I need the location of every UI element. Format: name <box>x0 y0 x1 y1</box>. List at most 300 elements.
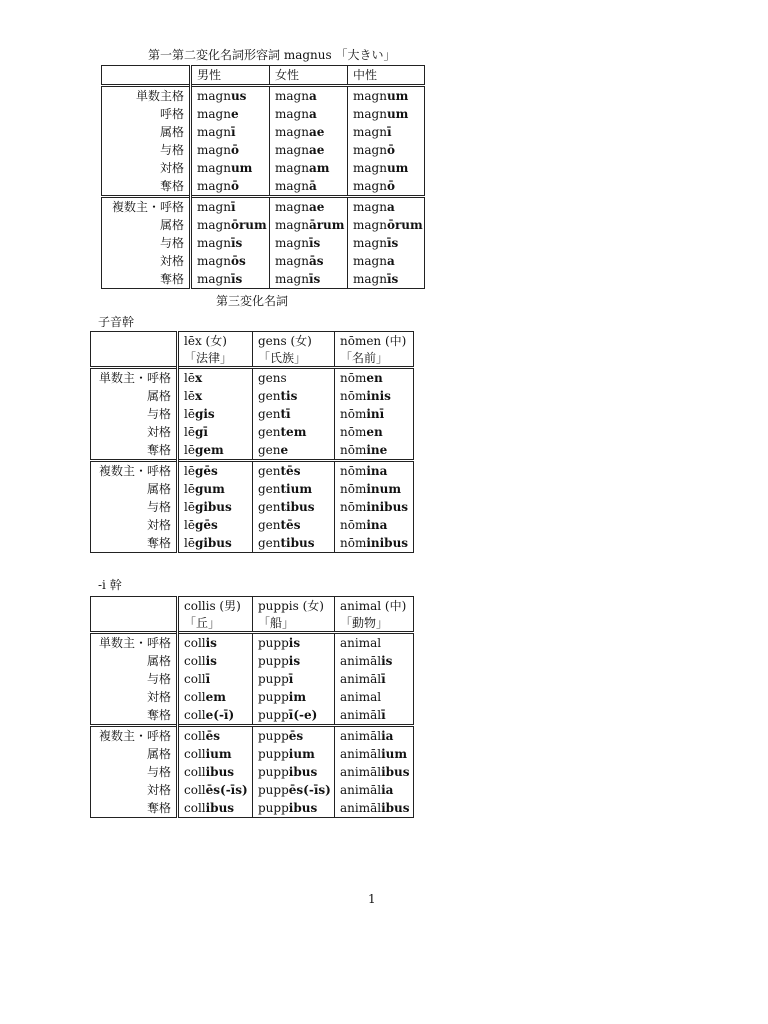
stem: nōm <box>340 500 367 514</box>
form-cell <box>191 177 270 197</box>
form-cell <box>191 105 270 123</box>
form-cell <box>178 368 253 388</box>
stem: magn <box>353 89 387 103</box>
corner-cell <box>102 66 191 86</box>
form-cell <box>253 405 335 423</box>
i-stem-table <box>90 596 414 818</box>
header-row <box>102 66 425 86</box>
table-row <box>91 633 414 653</box>
column-header: 中性 <box>348 66 425 86</box>
stem: coll <box>184 801 206 815</box>
column-header: 女性 <box>270 66 348 86</box>
case-label: 属格 <box>102 216 191 234</box>
ending: inis <box>366 389 391 403</box>
ending: im <box>288 690 307 704</box>
form-cell <box>335 441 414 461</box>
case-label: 対格 <box>91 781 178 799</box>
stem: lē <box>184 443 195 457</box>
stem: animāl <box>340 708 382 722</box>
stem: gen <box>258 518 281 532</box>
column-header: 「丘」 <box>178 615 253 633</box>
form-cell <box>253 781 335 799</box>
form-cell <box>253 480 335 498</box>
table-row <box>102 216 425 234</box>
table-row <box>102 141 425 159</box>
ending: ium <box>288 747 315 761</box>
form-cell <box>335 405 414 423</box>
ending: inibus <box>366 536 409 550</box>
case-label: 呼格 <box>102 105 191 123</box>
form-cell <box>253 726 335 746</box>
case-label: 与格 <box>91 670 178 688</box>
stem: coll <box>184 783 206 797</box>
stem: coll <box>184 636 206 650</box>
case-label: 単数主格 <box>102 86 191 106</box>
form-cell <box>253 706 335 726</box>
stem: nōm <box>340 464 367 478</box>
stem: coll <box>184 747 206 761</box>
form-cell <box>178 387 253 405</box>
form-cell <box>253 652 335 670</box>
form-cell <box>348 197 425 217</box>
stem: lē <box>184 425 195 439</box>
stem: animāl <box>340 672 382 686</box>
corner-cell <box>91 332 178 351</box>
ending: ī <box>205 672 211 686</box>
stem: lē <box>184 500 195 514</box>
ending: ibus <box>288 801 318 815</box>
ending: ia <box>381 729 394 743</box>
form-cell <box>335 387 414 405</box>
ending: īs <box>230 236 243 250</box>
stem: animāl <box>340 654 382 668</box>
ending: gibus <box>194 500 232 514</box>
table-row <box>91 498 414 516</box>
ending: tis <box>280 389 298 403</box>
header-row <box>91 615 414 633</box>
ending: is <box>381 654 393 668</box>
stem: nōm <box>340 389 367 403</box>
stem: animāl <box>340 729 382 743</box>
table-row <box>91 368 414 388</box>
stem: magn <box>197 143 231 157</box>
form-cell <box>348 216 425 234</box>
column-header: nōmen (中) <box>335 332 414 351</box>
stem: magn <box>197 89 231 103</box>
stem: pupp <box>258 690 289 704</box>
form-cell <box>178 534 253 553</box>
form-cell <box>253 498 335 516</box>
ending: ina <box>366 518 388 532</box>
stem: coll <box>184 654 206 668</box>
stem: gen <box>258 425 281 439</box>
ending: ī <box>381 708 386 722</box>
stem: gens <box>258 371 287 385</box>
stem: magn <box>275 107 309 121</box>
ending: tibus <box>280 536 315 550</box>
stem: animāl <box>340 765 382 779</box>
table-row <box>91 516 414 534</box>
table-row <box>91 799 414 818</box>
table-row <box>102 86 425 106</box>
form-cell <box>270 197 348 217</box>
form-cell <box>253 763 335 781</box>
case-label: 奪格 <box>91 799 178 818</box>
form-cell <box>335 633 414 653</box>
table-row <box>102 105 425 123</box>
stem: nōm <box>340 443 367 457</box>
stem: lē <box>184 518 195 532</box>
ending: ae <box>308 125 325 139</box>
ending: ō <box>230 179 239 193</box>
ending: a <box>308 89 317 103</box>
table-row <box>91 441 414 461</box>
form-cell <box>178 688 253 706</box>
table2-caption: 第三変化名詞 <box>216 294 289 308</box>
ending: īs <box>230 272 243 286</box>
ending: ibus <box>205 801 235 815</box>
form-cell <box>191 123 270 141</box>
stem: magn <box>197 107 231 121</box>
ending: ium <box>205 747 232 761</box>
form-cell <box>178 781 253 799</box>
ending: ā <box>308 179 317 193</box>
stem: magn <box>353 218 387 232</box>
ending: ī <box>386 125 392 139</box>
case-label: 与格 <box>91 763 178 781</box>
ending: e <box>230 107 239 121</box>
form-cell <box>335 781 414 799</box>
form-cell <box>348 159 425 177</box>
stem: magn <box>275 254 309 268</box>
form-cell <box>191 86 270 106</box>
stem: animal <box>340 690 382 704</box>
ending: ō <box>386 179 395 193</box>
ending: is <box>205 654 217 668</box>
table-row <box>91 387 414 405</box>
column-header: puppis (女) <box>253 597 335 616</box>
case-label: 対格 <box>91 516 178 534</box>
table-row <box>91 480 414 498</box>
stem: pupp <box>258 672 289 686</box>
ending: um <box>386 161 409 175</box>
table-row <box>91 781 414 799</box>
ending: ēs(-īs) <box>205 783 248 797</box>
table-row <box>91 461 414 481</box>
ending: ārum <box>308 218 345 232</box>
case-label: 奪格 <box>102 177 191 197</box>
column-header: collis (男) <box>178 597 253 616</box>
ending: ina <box>366 464 388 478</box>
table-row <box>102 270 425 289</box>
stem: magn <box>197 179 231 193</box>
header-row <box>91 350 414 368</box>
form-cell <box>270 216 348 234</box>
form-cell <box>270 86 348 106</box>
form-cell <box>253 368 335 388</box>
form-cell <box>178 745 253 763</box>
column-header: 男性 <box>191 66 270 86</box>
table-row <box>91 534 414 553</box>
ending: gī <box>194 425 208 439</box>
case-label: 属格 <box>91 652 178 670</box>
form-cell <box>178 670 253 688</box>
table-row <box>91 688 414 706</box>
stem: coll <box>184 672 206 686</box>
ending: inum <box>366 482 402 496</box>
table3-subcaption: -i 幹 <box>98 578 122 592</box>
case-label: 単数主・呼格 <box>91 633 178 653</box>
stem: magn <box>353 254 387 268</box>
stem: pupp <box>258 783 289 797</box>
form-cell <box>178 480 253 498</box>
ending: um <box>230 161 253 175</box>
stem: magn <box>275 161 309 175</box>
stem: lē <box>184 389 195 403</box>
table-row <box>102 123 425 141</box>
case-label: 属格 <box>91 480 178 498</box>
stem: coll <box>184 708 206 722</box>
form-cell <box>191 216 270 234</box>
case-label: 属格 <box>102 123 191 141</box>
form-cell <box>335 745 414 763</box>
ending: us <box>230 89 247 103</box>
ending: is <box>288 654 301 668</box>
stem: magn <box>197 254 231 268</box>
stem: lē <box>184 371 195 385</box>
case-label: 対格 <box>91 423 178 441</box>
corner-cell <box>91 615 178 633</box>
column-header: 「船」 <box>253 615 335 633</box>
stem: gen <box>258 464 281 478</box>
ending: inibus <box>366 500 409 514</box>
ending: gem <box>194 443 224 457</box>
form-cell <box>270 141 348 159</box>
stem: nōm <box>340 407 367 421</box>
column-header: 「氏族」 <box>253 350 335 368</box>
stem: magn <box>197 218 231 232</box>
stem: magn <box>353 272 387 286</box>
stem: nōm <box>340 536 367 550</box>
ending: a <box>386 254 395 268</box>
ending: ōrum <box>386 218 423 232</box>
form-cell <box>348 123 425 141</box>
case-label: 属格 <box>91 387 178 405</box>
ending: inī <box>366 407 385 421</box>
consonant-stem-table <box>90 331 414 553</box>
form-cell <box>191 234 270 252</box>
ending: a <box>386 200 395 214</box>
column-header: 「名前」 <box>335 350 414 368</box>
form-cell <box>178 706 253 726</box>
form-cell <box>348 105 425 123</box>
ending: īs <box>308 236 321 250</box>
ending: tibus <box>280 500 315 514</box>
ending: gēs <box>194 464 218 478</box>
stem: gen <box>258 536 281 550</box>
stem: magn <box>353 179 387 193</box>
stem: pupp <box>258 654 289 668</box>
ending: gum <box>194 482 225 496</box>
table-row <box>91 745 414 763</box>
ending: tēs <box>280 464 301 478</box>
form-cell <box>253 688 335 706</box>
form-cell <box>348 177 425 197</box>
form-cell <box>253 534 335 553</box>
stem: magn <box>197 200 231 214</box>
stem: nōm <box>340 482 367 496</box>
form-cell <box>270 234 348 252</box>
stem: pupp <box>258 801 289 815</box>
stem: lē <box>184 536 195 550</box>
form-cell <box>191 197 270 217</box>
stem: magn <box>275 272 309 286</box>
magnus-declension-table <box>101 65 425 289</box>
form-cell <box>335 688 414 706</box>
form-cell <box>253 799 335 818</box>
stem: coll <box>184 690 206 704</box>
form-cell <box>253 441 335 461</box>
stem: magn <box>197 272 231 286</box>
ending: ia <box>381 783 394 797</box>
table-row <box>91 405 414 423</box>
stem: animal <box>340 636 382 650</box>
stem: nōm <box>340 425 367 439</box>
stem: magn <box>275 236 309 250</box>
ending: ēs <box>205 729 221 743</box>
ending: is <box>205 636 217 650</box>
table2-subcaption: 子音幹 <box>98 315 135 329</box>
form-cell <box>178 726 253 746</box>
header-row <box>91 332 414 351</box>
table-row <box>91 726 414 746</box>
ending: ī <box>230 125 236 139</box>
form-cell <box>335 461 414 481</box>
stem: magn <box>197 125 231 139</box>
case-label: 複数主・呼格 <box>102 197 191 217</box>
case-label: 与格 <box>102 141 191 159</box>
case-label: 与格 <box>91 405 178 423</box>
ending: ō <box>386 143 395 157</box>
column-header: animal (中) <box>335 597 414 616</box>
case-label: 複数主・呼格 <box>91 726 178 746</box>
stem: magn <box>197 236 231 250</box>
stem: coll <box>184 765 206 779</box>
stem: magn <box>275 143 309 157</box>
ending: tī <box>280 407 291 421</box>
ending: ās <box>308 254 324 268</box>
form-cell <box>178 405 253 423</box>
ending: um <box>386 89 409 103</box>
stem: magn <box>353 236 387 250</box>
stem: animāl <box>340 801 382 815</box>
form-cell <box>270 123 348 141</box>
page-number: 1 <box>368 892 376 906</box>
form-cell <box>335 368 414 388</box>
ending: ae <box>308 200 325 214</box>
form-cell <box>178 633 253 653</box>
form-cell <box>270 105 348 123</box>
form-cell <box>178 763 253 781</box>
case-label: 奪格 <box>91 441 178 461</box>
case-label: 対格 <box>102 159 191 177</box>
ending: ibus <box>288 765 318 779</box>
form-cell <box>191 252 270 270</box>
form-cell <box>178 652 253 670</box>
form-cell <box>335 498 414 516</box>
stem: gen <box>258 482 281 496</box>
form-cell <box>253 670 335 688</box>
form-cell <box>253 423 335 441</box>
form-cell <box>253 633 335 653</box>
form-cell <box>335 516 414 534</box>
case-label: 対格 <box>102 252 191 270</box>
stem: pupp <box>258 708 289 722</box>
form-cell <box>335 423 414 441</box>
stem: pupp <box>258 747 289 761</box>
form-cell <box>335 726 414 746</box>
header-row <box>91 597 414 616</box>
case-label: 属格 <box>91 745 178 763</box>
case-label: 奪格 <box>91 534 178 553</box>
stem: pupp <box>258 729 289 743</box>
form-cell <box>335 652 414 670</box>
column-header: gens (女) <box>253 332 335 351</box>
stem: gen <box>258 389 281 403</box>
corner-cell <box>91 597 178 616</box>
table-row <box>102 252 425 270</box>
ending: um <box>386 107 409 121</box>
stem: lē <box>184 407 195 421</box>
ending: ī <box>230 200 236 214</box>
ending: ibus <box>205 765 235 779</box>
form-cell <box>335 480 414 498</box>
column-header: 「法律」 <box>178 350 253 368</box>
ending: ōs <box>230 254 246 268</box>
ending: ōrum <box>230 218 267 232</box>
table-row <box>91 763 414 781</box>
form-cell <box>348 270 425 289</box>
ending: am <box>308 161 330 175</box>
case-label: 複数主・呼格 <box>91 461 178 481</box>
form-cell <box>191 141 270 159</box>
form-cell <box>270 252 348 270</box>
stem: nōm <box>340 371 367 385</box>
case-label: 奪格 <box>91 706 178 726</box>
stem: magn <box>275 218 309 232</box>
stem: magn <box>353 107 387 121</box>
ending: ēs <box>288 729 304 743</box>
ending: x <box>194 371 203 385</box>
form-cell <box>253 745 335 763</box>
ending: e(-ī) <box>205 708 235 722</box>
ending: ae <box>308 143 325 157</box>
table-row <box>91 706 414 726</box>
ending: īs <box>386 236 399 250</box>
ending: ō <box>230 143 239 157</box>
column-header: 「動物」 <box>335 615 414 633</box>
ending: ium <box>381 747 408 761</box>
ending: ine <box>366 443 388 457</box>
stem: gen <box>258 500 281 514</box>
stem: gen <box>258 407 281 421</box>
stem: magn <box>275 179 309 193</box>
stem: magn <box>353 143 387 157</box>
stem: magn <box>353 200 387 214</box>
stem: magn <box>353 161 387 175</box>
table1-caption: 第一第二変化名詞形容詞 magnus 「大きい」 <box>148 48 396 62</box>
ending: ī(-e) <box>288 708 318 722</box>
